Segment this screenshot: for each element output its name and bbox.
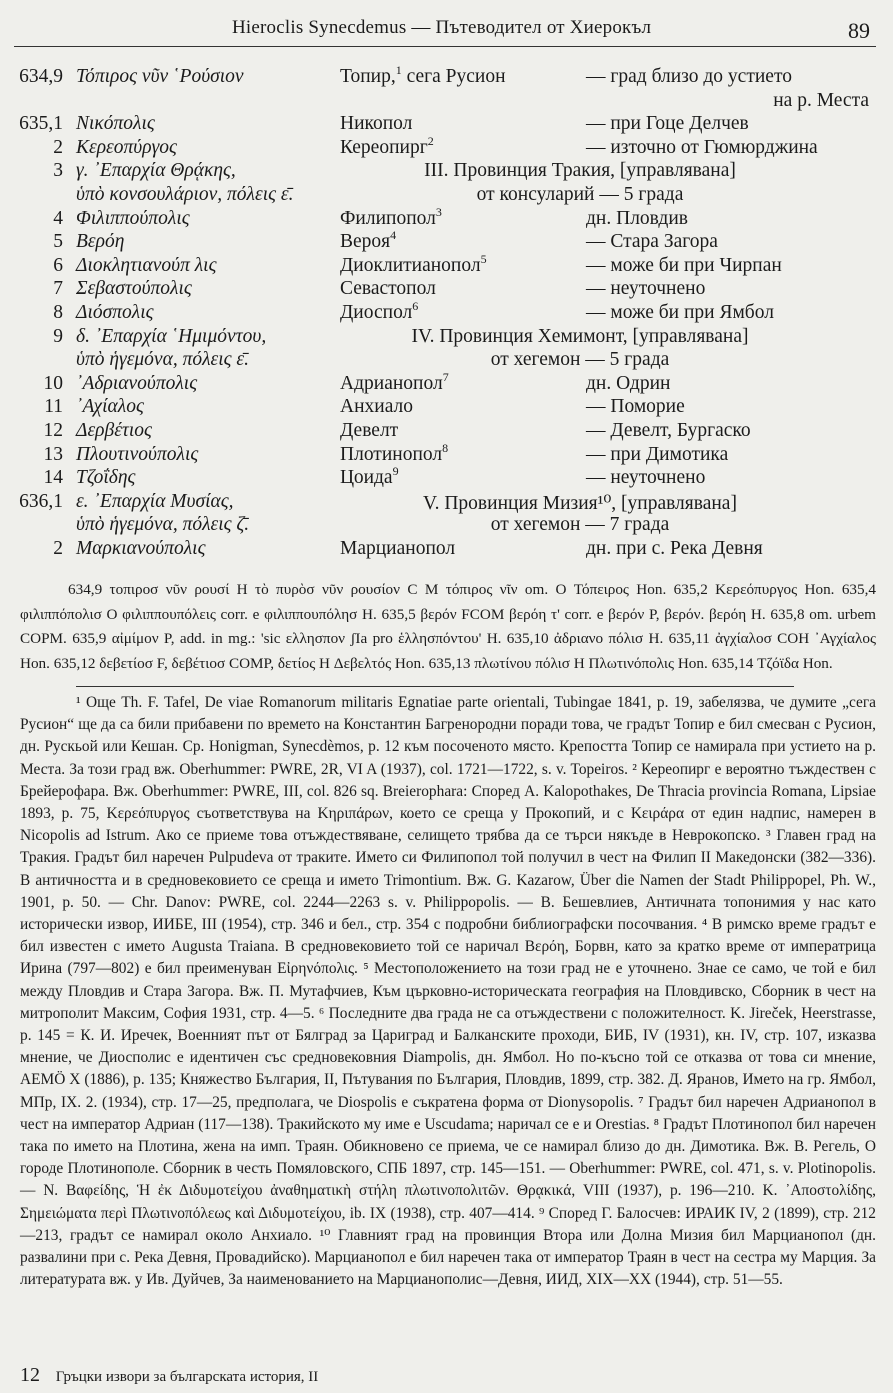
bulgarian-name: Верoя — [340, 231, 391, 253]
entry-number: 11 — [44, 396, 63, 418]
bulgarian-name: Марцианопол — [340, 538, 456, 559]
header-rule — [14, 46, 876, 47]
entry-row — [0, 133, 893, 161]
greek-toponym: Διόσπολις — [76, 302, 154, 323]
bulgarian-name: Филипопол — [340, 207, 436, 229]
bulgarian-name: Кереопирг — [340, 136, 428, 158]
greek-toponym: Τόπιρος νῦν ῾Ρούσιον — [76, 66, 244, 87]
bulgarian-name: Диоклитианопол — [340, 254, 481, 276]
greek-toponym: Δερβέτιος — [76, 420, 152, 441]
greek-toponym: γ. ᾿Επαρχία Θρᾴκης, — [76, 160, 236, 182]
greek-toponym: Κερεοπύργος — [76, 136, 177, 158]
footnote-rule — [76, 686, 794, 687]
footnote-ref: 6 — [412, 299, 419, 313]
entry-row — [0, 369, 893, 397]
entry-row — [0, 491, 893, 515]
bulgarian-toponym — [340, 278, 436, 300]
entry-row — [0, 299, 893, 326]
critical-apparatus — [20, 578, 876, 676]
footnote-ref: 1 — [395, 63, 402, 77]
bulgarian-name: Топир, — [340, 66, 396, 87]
footnotes-text: ¹ Още Th. F. Tafel, De viae Romanorum militaris Egnatiae parte orientali, Tubingae 1841, p. 19, забелязва, че думите „сега Русион“ ще да са били прибавени по времето на Константин Багренородни поради това, че градът Топир е бил смесван с Русион, дн. Рускьой или Кешан. Ср. Honigman, Synecdèmos, p. 12 към посоченото място. Крепостта Топир се намирала при устието на р. Места. За този град вж. Oberhummer: PWRE, 2R, VI A (1937), col. 1721—1722, s. v. Topeiros. ² Кереопирг е вероятно тъждествен с Брейерофара. Вж. Oberhummer: PWRE, III, col. 826 sq. Breierophara: Според A. Kalopothakes, De Thracia provincia Romana, Lipsiae 1893, p. 75, Κερεόπυργος съответствува на Κηριπάρων, което се среща у Прокопий, и с Κειράρα от един надпис, намерен в Nicopolis ad Istrum. Ако се приеме това отъждествяване, селището трябва да се търси някъде в Неврокопско. ³ Главен град на Тракия. Градът бил наречен Pulpudeva от траките. Името си Филипопол той получил в чест на Филип II Македонски (382—336). В античността и в средновековието се среща и името Trimontium. Вж. G. Kazarow, Über die Namen der Stadt Philippopel, Ph. W., 1901, p. 50. — Chr. Danov: PWRE, col. 2244—2263 s. v. Philippopolis. — В. Бешевлиев, Античната топонимия у нас като исторически извор, ИИБЕ, III (1954), стр. 346 и бел., стр. 354 с подробни библиографски посочвания. ⁴ В римско време градът е бил известен с името Augusta Traiana. В средновековието той се наричал Βερόη, Борвн, като за кратко време от императрица Ирина (797—802) е бил преименуван Εἰρηνόπολις. ⁵ Местоположението на този град не е уточнено. Знае се само, че той е бил между Пловдив и Стара Загора. Вж. П. Мутафчиев, Към църковно-историческата география на Пловдивско, Сборник в чест на митрополит Максим, София 1931, стр. 4—5. ⁶ Последните два града не са отъждествени с положителност. K. Jireček, Heerstrasse, p. 145 = К. И. Иречек, Военният път от Бялград за Цариград и Балканските проходи, БИБ, IV (1931), кн. IV, стр. 107, изказва мнение, че Диосполис е идентичен със средновековния Diampolis, дн. Ямбол. Но по-късно той се отказва от това си мнение, АЕМÖ X (1886), р. 135; Княжество България, II, Пътувания по България, Пловдив, 1899, стр. 382. Д. Яранов, Името на гр. Ямбол, МПр, IX. 2. (1934), стр. 17—25, предполага, че Diospolis е съкратена форма от Dionysopolis. ⁷ Градът бил наречен Адрианопол в чест на император Адриан (117—138). Тракийското му име е Uscudama; наричал се е и Orestias. ⁸ Градът Плотинопол бил наречен така по името на Плотина, жена на имп. Траян. Обикновено се приема, че се намирал близо до дн. Димотика. Вж. В. Регель, О городе Плотинополе. Сборник в честь Помяловского, СПБ 1897, стр. 145—151. — Oberhummer: PWRE, col. 471, s. v. Plotinopolis. — Ν. Βαφείδης, Ἡ ἐκ Διδυμοτείχου ἀναθηματικὴ στήλη πλωτινοπολιτῶν. Θρᾳκικά, VIII (1937), p. 196—210. Κ. ᾿Αποστολίδης, Σημειώματα περὶ Πλωτινοπόλεως καὶ Διδυμοτείχου, ib. IX (1938), стр. 407—414. ⁹ Според Г. Балосчев: ИРАИК IV, 2 (1899), стр. 212—213, градът се намирал около Анхиало. ¹⁰ Главният град на провинция Втора или Долна Мизия бил Марцианопол (дн. развалини при с. Река Девня, Провадийско). Марцианопол е бил наречен така от император Траян в чест на сестра му Марция. За литературата вж. у Ив. Дуйчев, За наименованието на Марцианополис—Девня, ИИД, XIX—XX (1944), стр. 51—55. — [20, 694, 876, 1289]
province-heading: V. Провинция Мизия¹⁰, [управлявана] — [423, 492, 737, 514]
entry-row-continuation — [0, 90, 893, 114]
bulgarian-name-suffix: сега Русион — [401, 66, 506, 87]
greek-toponym: ᾿Αχίαλος — [76, 396, 144, 418]
entry-number: 7 — [53, 278, 63, 300]
entry-number: 13 — [43, 443, 63, 465]
location-note: — неуточнено — [586, 467, 706, 489]
bulgarian-toponym — [340, 420, 398, 442]
location-note: дн. Одрин — [586, 372, 671, 394]
location-note: дн. Пловдив — [586, 207, 688, 229]
apparatus-text: 634,9 τοπιροσ νῦν ρουσί Η τὸ πυρὸσ νῦν ρουσίον C Μ τόπιρος νῖν om. O Τόπειρος Hon. 635,2 Κερεόπυργος Hon. 635,4 φιλιππόπολισ O φιλιππουπόλεις corr. e φιλιππουπόλησ H. 635,5 βερόν FCOM βερόη τ' corr. e βερόν P, βερόν. βερόη H. 635,8 om. urbem COPM. 635,9 αἰμίμον P, add. in mg.: 'sic ελλησπον ʃIa pro ἑλλησπόντου' H. 635,10 ἀδριανο πόλισ H. 635,11 ἀγχίαλοσ COH ᾿Αγχίαλος Hon. 635,12 δεβετίοσ F, δεβέτιοσ COMP, δετίος H Δεβελτός Hon. 635,13 πλωτίνου πόλισ H Πλωτινόπολις Hon. 635,14 Τζόϊδα Hon. — [20, 581, 876, 672]
footnote-ref: 7 — [442, 369, 449, 384]
greek-toponym: ὑπὸ ἡγεμόνα, πόλεις ζ̄. — [76, 514, 250, 536]
greek-toponym: ᾿Αδριανούπολις — [76, 372, 198, 394]
province-heading: от хегемон — 5 града — [490, 349, 670, 371]
running-head — [0, 10, 893, 50]
book-title: Гръцки извори за българската история, II — [55, 1369, 319, 1385]
location-note: — източно от Гюмюрджина — [586, 136, 818, 158]
entry-number: 636,1 — [19, 490, 63, 512]
greek-toponym: Πλουτινούπολις — [76, 443, 199, 465]
bulgarian-toponym — [340, 396, 413, 418]
bulgarian-name: Адрианопол — [340, 372, 443, 394]
footnote-ref: 9 — [392, 464, 399, 479]
entry-number: 9 — [53, 325, 63, 347]
greek-toponym: Μαρκιανούπολις — [76, 538, 206, 559]
footnote-ref: 4 — [390, 228, 397, 243]
entry-row — [0, 160, 893, 184]
location-note: — Поморие — [586, 396, 685, 418]
entry-number: 2 — [53, 136, 63, 158]
signature-number: 12 — [20, 1364, 40, 1386]
bulgarian-name: Анхиало — [340, 396, 414, 418]
entry-row — [0, 204, 893, 232]
entry-row — [0, 278, 893, 302]
page-footer — [20, 1364, 720, 1387]
footnotes — [20, 692, 876, 1291]
footnote-ref: 8 — [442, 440, 449, 455]
entry-number: 5 — [53, 231, 63, 253]
entry-number: 6 — [53, 254, 63, 276]
bulgarian-toponym — [340, 204, 442, 230]
bulgarian-toponym — [340, 113, 412, 135]
entry-number: 10 — [43, 372, 63, 394]
entry-row — [0, 228, 893, 255]
greek-toponym: ὑπὸ κονσουλάριον, πόλεις ε̄. — [76, 184, 294, 205]
location-note: — град близо до устието — [586, 66, 792, 87]
location-note: — може би при Чирпан — [586, 254, 782, 276]
greek-toponym: Σεβαστούπολις — [76, 278, 192, 300]
greek-toponym: ὑπὸ ἡγεμόνα, πόλεις ε̄. — [76, 349, 249, 371]
bulgarian-toponym — [340, 63, 506, 88]
province-heading: от консуларий — 5 града — [476, 184, 684, 205]
greek-toponym: Φιλιππούπολις — [76, 207, 190, 229]
entry-row — [0, 464, 893, 491]
greek-toponym: Τζοΐδης — [76, 467, 136, 489]
location-note: — Стара Загора — [586, 231, 718, 253]
entry-number: 2 — [53, 538, 63, 559]
running-title: Hieroclis Synecdemus — Пътеводител от Хиерокъл — [232, 17, 652, 38]
entry-row — [0, 440, 893, 468]
location-note: — Девелт, Бургаско — [586, 420, 751, 441]
location-note: — може би при Ямбол — [586, 302, 774, 323]
bulgarian-name: Цоида — [340, 467, 393, 489]
entry-number: 3 — [53, 160, 63, 182]
entry-row — [0, 251, 893, 279]
location-note-continuation: на р. Места — [773, 89, 869, 111]
greek-toponym: Διοκλητιανούπ λις — [76, 254, 217, 276]
footnote-ref: 2 — [427, 133, 434, 148]
entry-number: 12 — [43, 420, 63, 441]
location-note: — неуточнено — [586, 278, 706, 300]
bulgarian-name: Никопол — [340, 113, 413, 135]
entry-row — [0, 113, 893, 137]
bulgarian-toponym — [340, 228, 397, 253]
entry-row — [0, 514, 893, 538]
entry-row — [0, 326, 893, 350]
greek-toponym: ε. ᾿Επαρχία Μυσίας, — [76, 490, 234, 512]
location-note: — при Димотика — [586, 443, 729, 465]
location-note: дн. при с. Река Девня — [586, 538, 763, 559]
greek-toponym: δ. ᾿Επαρχία ῾Ημιμόντου, — [76, 325, 267, 347]
province-heading: IV. Провинция Хемимонт, [управлявана] — [411, 325, 749, 347]
bulgarian-toponym — [340, 464, 399, 489]
bulgarian-name: Диоспол — [340, 302, 413, 323]
province-heading: от хегемон — 7 града — [490, 514, 670, 536]
bulgarian-toponym — [340, 251, 487, 277]
entry-number: 635,1 — [19, 113, 63, 135]
entry-number: 8 — [53, 302, 63, 323]
bulgarian-toponym — [340, 369, 449, 395]
bulgarian-name: Севастопол — [340, 278, 436, 300]
entry-row — [0, 184, 893, 208]
greek-toponym: Νικόπολις — [76, 113, 155, 135]
bulgarian-toponym — [340, 440, 449, 466]
greek-toponym: Βερόη — [76, 231, 125, 253]
toponym-list — [0, 63, 893, 586]
bulgarian-toponym — [340, 133, 434, 159]
footnote-ref: 3 — [435, 204, 442, 219]
province-heading: III. Провинция Тракия, [управлявана] — [424, 160, 736, 182]
entry-row — [0, 538, 893, 562]
entry-number: 4 — [53, 207, 63, 229]
bulgarian-name: Девелт — [340, 420, 399, 441]
page-number: 89 — [848, 18, 870, 43]
bulgarian-toponym — [340, 299, 419, 324]
bulgarian-name: Плотинопол — [340, 443, 443, 465]
entry-number: 634,9 — [19, 66, 63, 87]
entry-row — [0, 396, 893, 420]
bulgarian-toponym — [340, 538, 455, 560]
footnote-ref: 5 — [480, 251, 487, 266]
entry-number: 14 — [43, 467, 63, 489]
location-note: — при Гоце Делчев — [586, 113, 749, 135]
entry-row — [0, 63, 893, 90]
